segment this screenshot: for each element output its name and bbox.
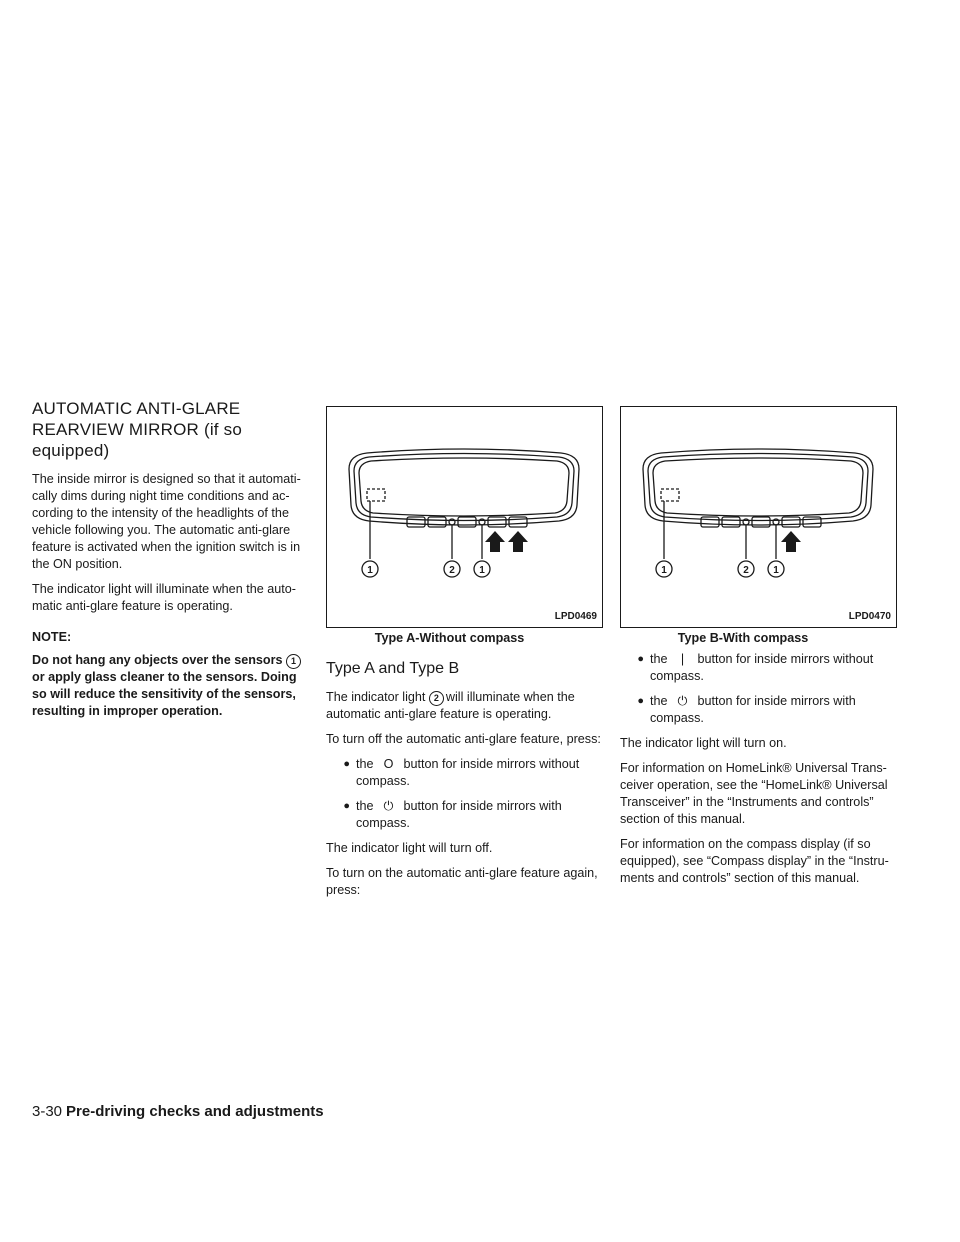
bullet-pre: the	[356, 757, 374, 771]
sensor-marker-icon: 1	[286, 654, 301, 669]
callout-1-right: 1	[773, 565, 779, 576]
indicator-paragraph: The indicator light will illuminate when the auto- matic anti-glare feature is operating.	[32, 582, 296, 613]
note-text	[32, 652, 308, 720]
section-title: Pre-driving checks and adjustments	[66, 1103, 324, 1120]
off-button-glyph: O	[383, 757, 394, 771]
indicator-marker-icon: 2	[429, 691, 444, 706]
callout-2: 2	[449, 565, 455, 576]
section-heading	[32, 398, 308, 461]
page-footer	[32, 1103, 324, 1120]
mirror-illustration-type-b	[621, 407, 896, 627]
bullet-icon: ●	[343, 800, 350, 812]
bullet-pre: the	[650, 694, 668, 708]
callout-2: 2	[743, 565, 749, 576]
column-right	[620, 406, 896, 895]
bullet-post: button for inside mirrors with compass.	[650, 694, 856, 725]
list-item	[620, 693, 896, 727]
note-pre: Do not hang any objects over the sensors	[32, 653, 283, 667]
figure-type-a	[326, 406, 603, 628]
indicator-light-paragraph	[326, 689, 603, 723]
bullet-post: button for inside mirrors with compass.	[356, 799, 562, 830]
heading-line-2: REARVIEW MIRROR (if so equipped)	[32, 420, 242, 460]
figure-type-b	[620, 406, 897, 628]
bullet-post: button for inside mirrors without compass.	[650, 652, 874, 683]
on-button-glyph: |	[680, 652, 685, 666]
compass-paragraph: For information on the compass display (if so equipped), see “Compass display” in the “Instru- ments and controls” section of this manual.	[620, 837, 889, 885]
figure-code: LPD0469	[554, 611, 597, 622]
bullet-icon: ●	[343, 758, 350, 770]
intro-paragraph: The inside mirror is designed so that it automati- cally dims during night time conditions and ac- cording to the intensity of the headlights of the vehicle following you. The automatic anti-glare feature is activated when the ignition switch is in the ON position.	[32, 472, 301, 571]
mirror-illustration-type-a	[327, 407, 602, 627]
figure-code: LPD0470	[848, 611, 891, 622]
indicator-pre: The indicator light	[326, 690, 426, 704]
page-number: 3-30	[32, 1103, 63, 1120]
power-icon: ⏻	[677, 694, 688, 708]
homelink-paragraph: For information on HomeLink® Universal Trans- ceiver operation, see the “HomeLink® Universal Transceiver” in the “Instruments and controls” section of this manual.	[620, 761, 888, 826]
bullet-pre: the	[356, 799, 374, 813]
turn-off-result: The indicator light will turn off.	[326, 841, 493, 855]
turn-off-intro: To turn off the automatic anti-glare feature, press:	[326, 732, 601, 746]
callout-1-right: 1	[479, 565, 485, 576]
callout-1-left: 1	[367, 565, 373, 576]
bullet-icon: ●	[637, 695, 644, 707]
callout-1-left: 1	[661, 565, 667, 576]
column-middle	[326, 406, 603, 907]
list-item	[326, 798, 603, 832]
figure-caption: Type B-With compass	[677, 631, 809, 645]
bullet-pre: the	[650, 652, 668, 666]
list-item	[326, 756, 603, 790]
figure-caption: Type A-Without compass	[374, 631, 525, 645]
note-post: or apply glass cleaner to the sensors. Doing so will reduce the sensitivity of the sensors, resulting in improper operation.	[32, 670, 297, 718]
indicator-post: will illuminate when the automatic anti-glare feature is operating.	[326, 690, 575, 721]
turn-on-intro: To turn on the automatic anti-glare feature again, press:	[326, 866, 598, 897]
turn-on-result: The indicator light will turn on.	[620, 736, 787, 750]
heading-line-1: AUTOMATIC ANTI-GLARE	[32, 399, 241, 418]
column-left	[32, 398, 308, 728]
power-icon: ⏻	[383, 799, 394, 813]
list-item	[620, 651, 896, 685]
bullet-post: button for inside mirrors without compass.	[356, 757, 580, 788]
subheading: Type A and Type B	[326, 660, 460, 677]
note-label: NOTE:	[32, 630, 72, 644]
bullet-icon: ●	[637, 653, 644, 665]
